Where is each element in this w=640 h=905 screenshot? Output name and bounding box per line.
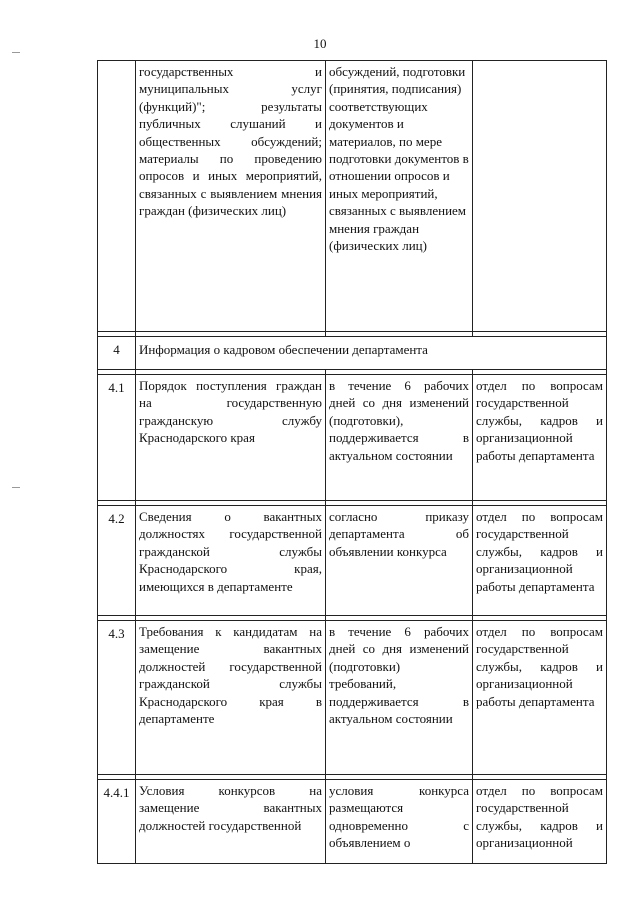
row-content: Порядок поступления граждан на государственную гражданскую службу Краснодарского края — [136, 375, 326, 501]
row-number: 4.1 — [98, 375, 136, 501]
table-row — [98, 375, 607, 501]
row-term: в течение 6 рабочих дней со дня изменений (подготовки) требований, поддерживается в актуальном состоянии — [326, 621, 473, 775]
row-number — [98, 61, 136, 332]
table-row — [98, 780, 607, 864]
row-term: обсуждений, подготовки (принятия, подписания) соответствующих документов и материалов, по мере подготовки документов в отношении опросов и иных мероприятий, связанных с выявлением мнения граждан (физических лиц) — [326, 61, 473, 332]
row-number: 4.2 — [98, 506, 136, 616]
document-table — [97, 60, 607, 864]
row-number: 4.3 — [98, 621, 136, 775]
row-term: согласно приказу департамента об объявлении конкурса — [326, 506, 473, 616]
row-responsible: отдел по вопросам государственной службы, кадров и организационной работы департамента — [473, 506, 607, 616]
row-responsible: отдел по вопросам государственной службы, кадров и организационной — [473, 780, 607, 864]
table-row — [98, 506, 607, 616]
row-content: государственных и муниципальных услуг (функций)"; результаты публичных слушаний и общественных обсуждений; материалы по проведению опросов и иных мероприятий, связанных с выявлением мнения граждан (физических лиц) — [136, 61, 326, 332]
page-number: 10 — [313, 36, 327, 51]
margin-mark — [12, 487, 20, 488]
section-number: 4 — [98, 337, 136, 370]
table-row — [98, 61, 607, 332]
row-number: 4.4.1 — [98, 780, 136, 864]
row-responsible: отдел по вопросам государственной службы, кадров и организационной работы департамента — [473, 375, 607, 501]
row-responsible — [473, 61, 607, 332]
margin-mark — [12, 52, 20, 53]
row-responsible: отдел по вопросам государственной службы, кадров и организационной работы департамента — [473, 621, 607, 775]
section-title: Информация о кадровом обеспечении департамента — [136, 337, 607, 370]
row-content: Условия конкурсов на замещение вакантных должностей государственной — [136, 780, 326, 864]
row-content: Требования к кандидатам на замещение вакантных должностей государственной гражданской службы Краснодарского края в департаменте — [136, 621, 326, 775]
row-term: в течение 6 рабочих дней со дня изменений (подготовки), поддерживается в актуальном состоянии — [326, 375, 473, 501]
row-term: условия конкурса размещаются одновременно с объявлением о — [326, 780, 473, 864]
section-row — [98, 337, 607, 370]
table-row — [98, 621, 607, 775]
row-content: Сведения о вакантных должностях государственной гражданской службы Краснодарского края, имеющихся в департаменте — [136, 506, 326, 616]
